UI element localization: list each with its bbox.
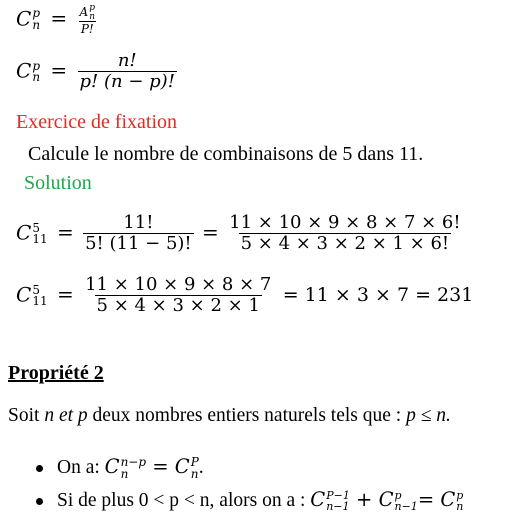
property-intro-n: n (44, 405, 55, 426)
property-intro-rest: deux nombres entiers naturels tels que : (87, 405, 407, 426)
formula2-den: p! (n − p)! (79, 70, 175, 92)
bullet2-prefix: Si de plus 0 < p < n, alors on a : (57, 490, 311, 511)
bullet1-base1: C (104, 455, 120, 478)
formula-combination-arrangement (16, 4, 97, 36)
formula1-lhs: C (16, 6, 32, 31)
calc1-fraction-1 (83, 214, 194, 254)
bullet2-base3: C (440, 488, 456, 511)
formula1-fraction (78, 4, 97, 36)
calculation-line-2 (16, 276, 473, 316)
property-intro-condition: p ≤ n. (406, 405, 451, 426)
bullet1-end: . (198, 457, 204, 478)
bullet2-plus: + (349, 488, 379, 511)
bullet-icon (36, 465, 43, 472)
bullet2-sup2: p (394, 489, 402, 503)
property-heading: Propriété 2 (8, 362, 104, 384)
property-intro-et: et (54, 405, 78, 426)
bullet1-sup2: P (190, 455, 199, 470)
bullet-icon (36, 498, 43, 505)
formula2-eq: = (50, 58, 68, 83)
calc2-den: 5 × 4 × 3 × 2 × 1 (96, 294, 260, 316)
exercise-text: Calcule le nombre de combinaisons de 5 dans 11. (28, 143, 424, 165)
bullet2-sub1: n−1 (326, 499, 350, 513)
bullet2-eq: = (417, 488, 441, 511)
calc1-den2: 5 × 4 × 3 × 2 × 1 × 6! (240, 232, 450, 254)
formula2-lhs: C (16, 58, 32, 83)
bullet1-sub1: n (120, 466, 129, 481)
calc2-eq1: = (56, 282, 74, 307)
calc1-num1: 11! (123, 212, 154, 233)
property-intro-soit: Soit (8, 405, 45, 426)
calc1-sup: 5 (32, 220, 40, 235)
formula1-sub: n (32, 17, 41, 32)
calc1-num2: 11 × 10 × 9 × 8 × 7 × 6! (229, 212, 461, 233)
formula2-num: n! (117, 50, 137, 71)
bullet1-base2: C (174, 455, 190, 478)
calc2-fraction (83, 276, 273, 316)
formula1-num-sub: n (89, 11, 95, 22)
calc1-den1: 5! (11 − 5)! (85, 232, 192, 254)
bullet2-sub2: n−1 (394, 499, 418, 513)
formula-combination-factorial (16, 52, 177, 92)
calc2-sub: 11 (32, 293, 48, 308)
property-bullet-2 (36, 488, 463, 512)
formula2-fraction (78, 52, 177, 92)
formula1-sup: p (32, 6, 40, 21)
calc2-num: 11 × 10 × 9 × 8 × 7 (85, 274, 272, 295)
bullet1-sub2: n (190, 466, 199, 481)
bullet2-base1: C (310, 488, 326, 511)
formula1-num-base: A (79, 5, 89, 20)
calc1-lhs: C (16, 220, 32, 245)
calc2-result: = 11 × 3 × 7 = 231 (282, 284, 474, 307)
calculation-line-1 (16, 214, 463, 254)
formula1-eq: = (50, 6, 68, 31)
calc1-eq1: = (56, 220, 74, 245)
formula1-num-sup: p (89, 3, 95, 13)
solution-heading: Solution (24, 172, 92, 194)
formula2-sup: p (32, 58, 40, 73)
property-intro-p: p (77, 405, 88, 426)
calc2-sup: 5 (32, 282, 40, 297)
calc1-eq2: = (202, 220, 219, 245)
bullet2-sub3: n (456, 499, 464, 513)
bullet1-prefix: On a: (57, 457, 105, 478)
calc2-lhs: C (16, 282, 32, 307)
calc1-sub: 11 (32, 231, 48, 246)
exercise-heading: Exercice de fixation (16, 111, 178, 133)
calc1-fraction-2 (227, 214, 462, 254)
property-bullet-1 (36, 455, 204, 480)
bullet2-base2: C (378, 488, 394, 511)
formula1-den: P! (80, 22, 94, 37)
bullet2-sup1: P−1 (326, 489, 350, 503)
formula2-sub: n (32, 69, 41, 84)
bullet1-sup1: n−p (120, 455, 147, 470)
property-intro (8, 405, 451, 427)
bullet1-eq: = (146, 455, 175, 478)
bullet2-sup3: p (456, 489, 464, 503)
